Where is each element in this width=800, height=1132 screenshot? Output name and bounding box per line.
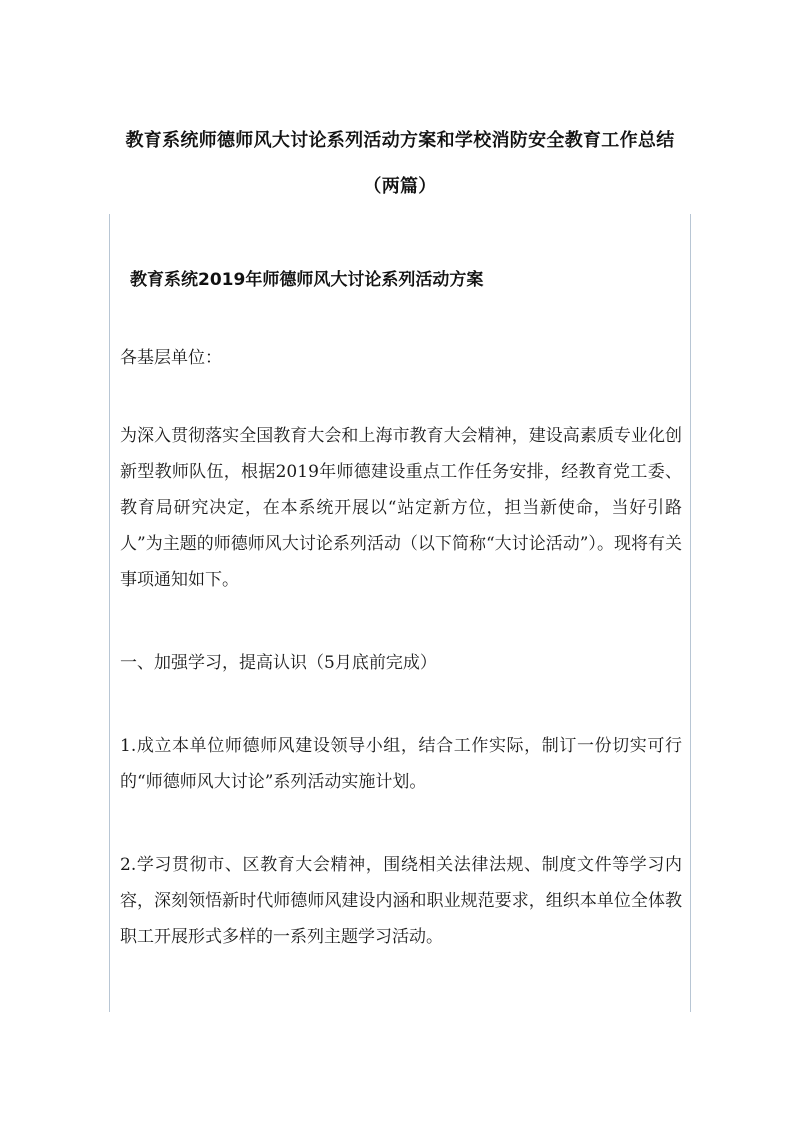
salutation: 各基层单位： bbox=[120, 348, 222, 368]
document-body bbox=[120, 262, 682, 955]
document-title: 教育系统师德师风大讨论系列活动方案和学校消防安全教育工作总结（两篇） bbox=[125, 130, 675, 197]
paragraph-item-1: 1.成立本单位师德师风建设领导小组，结合工作实际，制订一份切实可行的“师德师风大讨论”系列活动实施计划。 bbox=[120, 736, 682, 792]
paragraph-section-one-heading: 一、加强学习，提高认识（5月底前完成） bbox=[120, 653, 437, 673]
content-frame-left-border bbox=[109, 214, 110, 1012]
section-heading: 教育系统2019年师德师风大讨论系列活动方案 bbox=[130, 270, 484, 290]
paragraph-item-2: 2.学习贯彻市、区教育大会精神，围绕相关法律法规、制度文件等学习内容，深刻领悟新时代师德师风建设内涵和职业规范要求，组织本单位全体教职工开展形式多样的一系列主题学习活动。 bbox=[120, 855, 682, 947]
paragraph-intro: 为深入贯彻落实全国教育大会和上海市教育大会精神，建设高素质专业化创新型教师队伍，根据2019年师德建设重点工作任务安排，经教育党工委、教育局研究决定，在本系统开展以“站定新方位，担当新使命，当好引路人”为主题的师德师风大讨论系列活动（以下简称“大讨论活动”）。现将有关事项通知如下。 bbox=[120, 426, 682, 590]
content-frame-right-border bbox=[690, 214, 691, 1012]
